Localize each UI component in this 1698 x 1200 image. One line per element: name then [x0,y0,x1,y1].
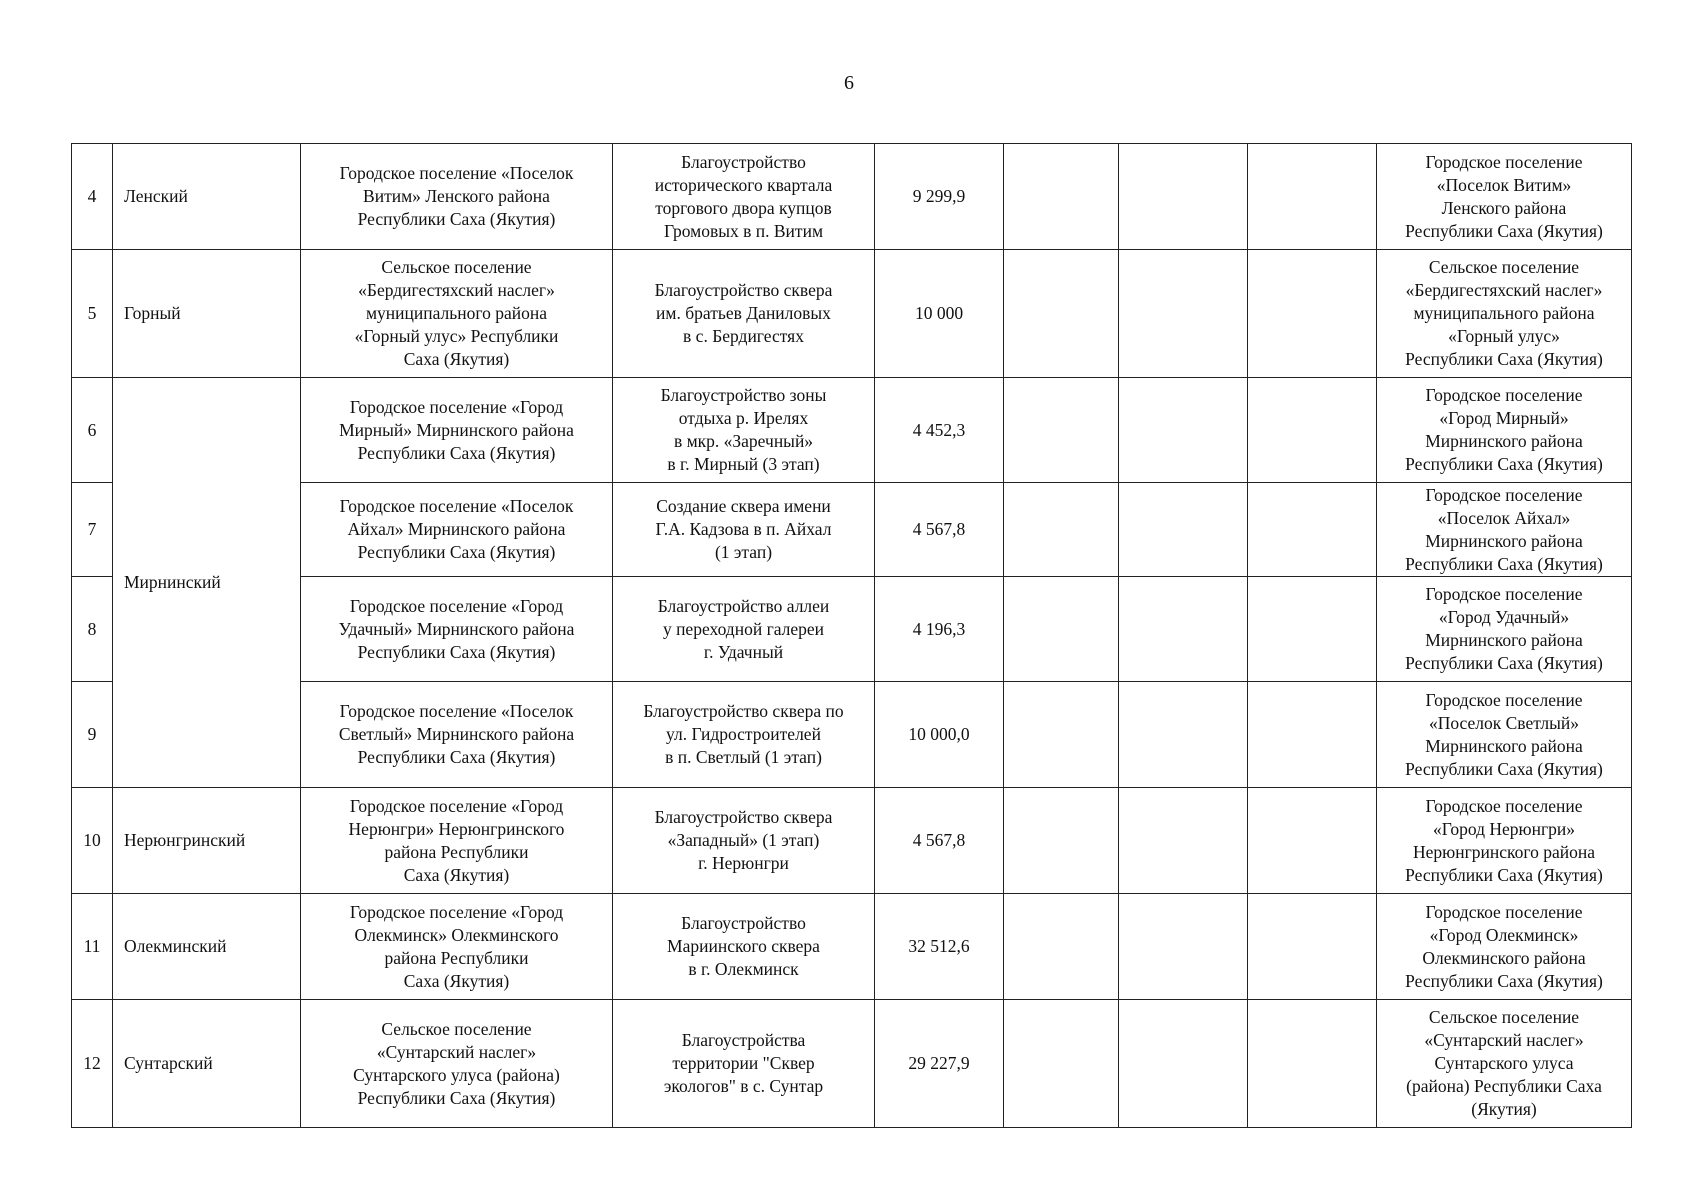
project-cell-text: Благоустройство зоны отдыха р. Ирелях в мкр. «Заречный» в г. Мирный (3 этап) [660,385,827,474]
row-number-text: 4 [87,186,97,206]
empty-cell [1248,788,1377,894]
row-number-text: 5 [87,303,97,323]
project-cell [613,483,875,577]
row-number [72,378,113,483]
recipient-cell-text: Городское поселение «Поселок Светлый» Мирнинского района Республики Саха (Якутия) [1405,689,1603,779]
amount-cell-text: 4 196,3 [912,618,966,639]
recipient-cell [1377,682,1632,788]
project-cell [613,894,875,1000]
settlement-cell [301,250,613,378]
amount-cell-text: 4 567,8 [912,519,966,539]
row-number-text: 7 [87,519,97,539]
settlement-cell-text: Сельское поселение «Бердигестяхский наслег» муниципального района «Горный улус» Республики Саха (Якутия) [354,257,559,369]
amount-cell [875,378,1004,483]
empty-cell [1119,788,1248,894]
empty-cell [1004,894,1119,1000]
district-cell-text: Олекминский [124,936,227,956]
settlement-cell [301,788,613,894]
recipient-cell-text: Сельское поселение «Сунтарский наслег» Сунтарского улуса (района) Республики Саха (Якутия) [1406,1007,1602,1119]
row-number [72,788,113,894]
empty-cell [1248,577,1377,682]
settlement-cell-text: Городское поселение «Город Нерюнгри» Нерюнгринского района Республики Саха (Якутия) [348,795,565,885]
settlement-cell [301,894,613,1000]
empty-cell [1119,250,1248,378]
empty-cell [1004,378,1119,483]
table-row [72,250,1632,378]
recipient-cell [1377,144,1632,250]
amount-cell [875,788,1004,894]
recipient-cell-text: Городское поселение «Поселок Витим» Ленского района Республики Саха (Якутия) [1405,151,1603,241]
district-cell [113,144,301,250]
project-cell-text: Благоустройство аллеи у переходной галереи г. Удачный [657,595,830,662]
page-number: 6 [844,72,854,94]
empty-cell [1248,894,1377,1000]
recipient-cell-text: Городское поселение «Город Удачный» Мирнинского района Республики Саха (Якутия) [1405,584,1603,673]
amount-cell-text: 32 512,6 [908,936,970,956]
settlement-cell [301,1000,613,1128]
row-number-text: 8 [87,618,97,639]
project-cell [613,144,875,250]
empty-cell [1119,144,1248,250]
amount-cell-text: 29 227,9 [908,1053,970,1073]
project-cell-text: Благоустройства территории "Сквер экологов" в с. Сунтар [663,1030,824,1096]
settlement-cell-text: Городское поселение «Поселок Айхал» Мирнинского района Республики Саха (Якутия) [339,496,574,562]
row-number [72,1000,113,1128]
table-row [72,483,1632,577]
allocation-table [71,143,1632,1128]
district-cell [113,250,301,378]
district-cell-text: Горный [124,303,181,323]
settlement-cell-text: Городское поселение «Город Удачный» Мирнинского района Республики Саха (Якутия) [338,595,575,662]
empty-cell [1248,483,1377,577]
amount-cell-text: 9 299,9 [912,186,966,206]
empty-cell [1004,250,1119,378]
settlement-cell [301,682,613,788]
district-cell [113,894,301,1000]
settlement-cell-text: Городское поселение «Поселок Витим» Ленского района Республики Саха (Якутия) [339,163,574,229]
row-number-text: 6 [87,419,97,440]
table-row [72,378,1632,483]
settlement-cell [301,144,613,250]
project-cell [613,788,875,894]
row-number [72,682,113,788]
row-number-text: 9 [87,724,97,744]
project-cell [613,682,875,788]
recipient-cell-text: Городское поселение «Город Олекминск» Олекминского района Республики Саха (Якутия) [1405,901,1603,991]
amount-cell-text: 4 567,8 [912,830,966,850]
empty-cell [1119,682,1248,788]
recipient-cell-text: Городское поселение «Поселок Айхал» Мирнинского района Республики Саха (Якутия) [1405,484,1603,574]
project-cell-text: Благоустройство сквера по ул. Гидростроителей в п. Светлый (1 этап) [643,701,844,767]
recipient-cell [1377,1000,1632,1128]
table-row [72,894,1632,1000]
empty-cell [1248,144,1377,250]
empty-cell [1119,577,1248,682]
district-cell-text: Сунтарский [124,1053,213,1073]
recipient-cell-text: Сельское поселение «Бердигестяхский наслег» муниципального района «Горный улус» Республики Саха (Якутия) [1405,257,1603,369]
empty-cell [1004,577,1119,682]
settlement-cell-text: Городское поселение «Город Олекминск» Олекминского района Республики Саха (Якутия) [349,901,564,991]
amount-cell-text: 10 000,0 [908,724,970,744]
settlement-cell-text: Сельское поселение «Сунтарский наслег» Сунтарского улуса (района) Республики Саха (Якутия) [353,1018,560,1108]
amount-cell-text: 4 452,3 [912,419,966,440]
empty-cell [1119,894,1248,1000]
district-cell [113,378,301,788]
amount-cell [875,682,1004,788]
empty-cell [1248,682,1377,788]
empty-cell [1004,144,1119,250]
amount-cell [875,250,1004,378]
project-cell [613,250,875,378]
district-cell-text: Нерюнгринский [124,830,246,850]
recipient-cell [1377,250,1632,378]
amount-cell-text: 10 000 [914,303,964,323]
empty-cell [1004,483,1119,577]
settlement-cell [301,378,613,483]
empty-cell [1119,378,1248,483]
empty-cell [1004,788,1119,894]
project-cell-text: Благоустройство сквера им. братьев Даниловых в с. Бердигестях [654,280,833,346]
project-cell-text: Благоустройство Мариинского сквера в г. Олекминск [667,913,820,979]
table-row [72,788,1632,894]
project-cell-text: Благоустройство исторического квартала торгового двора купцов Громовых в п. Витим [654,151,833,241]
table-row [72,144,1632,250]
empty-cell [1004,682,1119,788]
recipient-cell [1377,894,1632,1000]
recipient-cell [1377,378,1632,483]
empty-cell [1248,250,1377,378]
row-number [72,144,113,250]
amount-cell [875,483,1004,577]
district-cell-text: Ленский [124,186,188,206]
table-row [72,682,1632,788]
amount-cell [875,144,1004,250]
district-cell [113,788,301,894]
row-number-text: 11 [83,936,101,956]
empty-cell [1119,1000,1248,1128]
row-number-text: 12 [83,1053,101,1073]
row-number [72,894,113,1000]
empty-cell [1119,483,1248,577]
recipient-cell-text: Городское поселение «Город Мирный» Мирнинского района Республики Саха (Якутия) [1405,385,1603,474]
row-number [72,250,113,378]
recipient-cell [1377,577,1632,682]
row-number [72,577,113,682]
project-cell [613,378,875,483]
settlement-cell-text: Городское поселение «Город Мирный» Мирнинского района Республики Саха (Якутия) [339,396,574,463]
district-cell [113,1000,301,1128]
settlement-cell [301,577,613,682]
row-number [72,483,113,577]
empty-cell [1004,1000,1119,1128]
empty-cell [1248,1000,1377,1128]
project-cell-text: Благоустройство сквера «Западный» (1 этап) г. Нерюнгри [654,807,833,873]
settlement-cell-text: Городское поселение «Поселок Светлый» Мирнинского района Республики Саха (Якутия) [338,701,575,767]
project-cell [613,577,875,682]
table-row [72,577,1632,682]
row-number-text: 10 [83,830,101,850]
district-cell-text: Мирнинский [124,572,221,592]
recipient-cell [1377,788,1632,894]
recipient-cell [1377,483,1632,577]
settlement-cell [301,483,613,577]
recipient-cell-text: Городское поселение «Город Нерюнгри» Нерюнгринского района Республики Саха (Якутия) [1405,795,1603,885]
amount-cell [875,1000,1004,1128]
table-row [72,1000,1632,1128]
project-cell [613,1000,875,1128]
amount-cell [875,577,1004,682]
project-cell-text: Создание сквера имени Г.А. Кадзова в п. Айхал (1 этап) [655,496,832,562]
amount-cell [875,894,1004,1000]
empty-cell [1248,378,1377,483]
